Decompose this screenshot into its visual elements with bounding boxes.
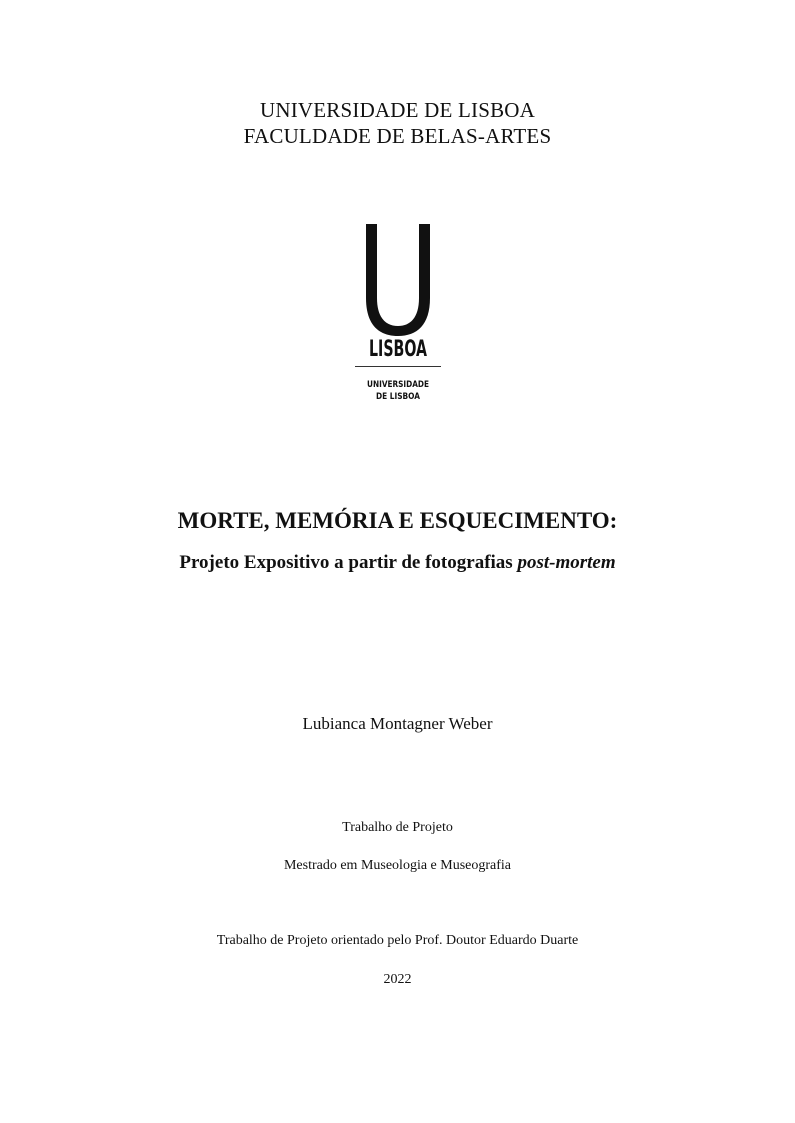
logo-divider (355, 366, 441, 367)
thesis-subtitle (0, 551, 795, 575)
faculty-name: FACULDADE DE BELAS-ARTES (243, 124, 552, 148)
thesis-subtitle-italic: post-mortem (517, 552, 616, 573)
year: 2022 (383, 972, 412, 987)
thesis-subtitle-main: Projeto Expositivo a partir de fotografias (179, 552, 518, 573)
degree-name: Mestrado em Museologia e Museografia (283, 858, 512, 873)
advisor-line: Trabalho de Projeto orientado pelo Prof. Doutor Eduardo Duarte (216, 933, 579, 948)
logo-subtitle-line2: DE LISBOA (376, 392, 421, 402)
thesis-title: MORTE, MEMÓRIA E ESQUECIMENTO: (177, 508, 618, 533)
work-type: Trabalho de Projeto (342, 820, 453, 835)
university-logo (355, 222, 441, 406)
author-name: Lubianca Montagner Weber (302, 714, 493, 733)
logo-city: LISBOA (369, 337, 427, 362)
logo-u-glyph (366, 224, 430, 336)
university-name: UNIVERSIDADE DE LISBOA (259, 98, 536, 122)
logo-subtitle-line1: UNIVERSIDADE (367, 380, 429, 390)
